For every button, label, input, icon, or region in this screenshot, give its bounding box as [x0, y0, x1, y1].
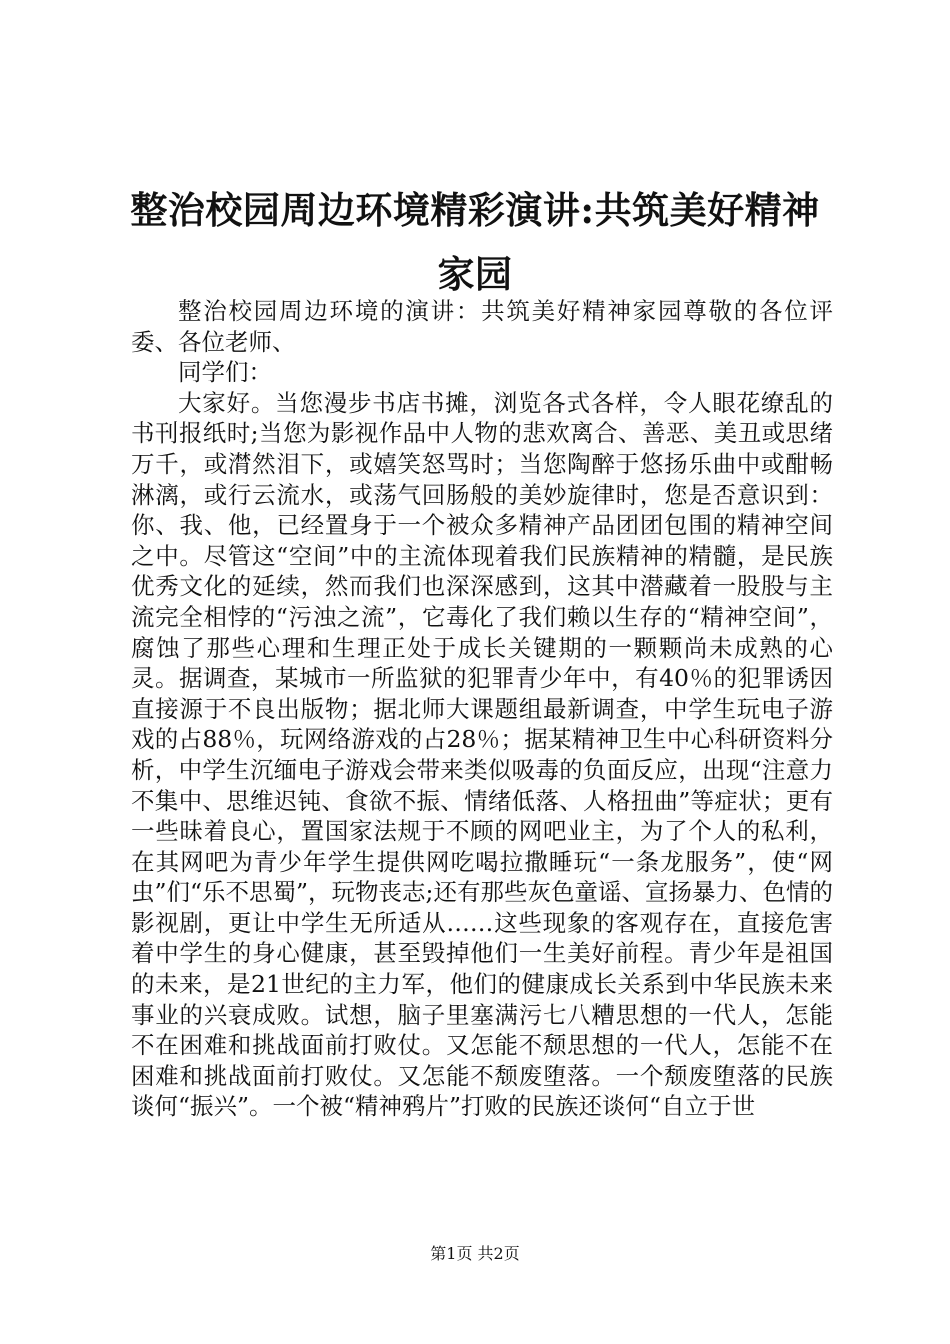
greeting-paragraph: 同学们：	[178, 358, 272, 387]
intro-paragraph: 整治校园周边环境的演讲：共筑美好精神家园尊敬的各位评委、各位老师、	[131, 297, 833, 356]
document-body	[131, 296, 833, 1122]
document-title: 整治校园周边环境精彩演讲:共筑美好精神家园	[130, 188, 820, 296]
main-paragraph: 大家好。当您漫步书店书摊，浏览各式各样，令人眼花缭乱的书刊报纸时;当您为影视作品中人物的悲欢离合、善恶、美丑或思绪万千，或潸然泪下，或嬉笑怒骂时；当您陶醉于悠扬乐曲中或酣畅淋漓，或行云流水，或荡气回肠般的美妙旋律时，您是否意识到：你、我、他，已经置身于一个被众多精神产品团团包围的精神空间之中。尽管这“空间”中的主流体现着我们民族精神的精髓，是民族优秀文化的延续，然而我们也深深感到，这其中潜藏着一股股与主流完全相悖的“污浊之流”，它毒化了我们赖以生存的“精神空间”，腐蚀了那些心理和生理正处于成长关键期的一颗颗尚未成熟的心灵。据调查，某城市一所监狱的犯罪青少年中，有40％的犯罪诱因直接源于不良出版物；据北师大课题组最新调查，中学生玩电子游戏的占88％，玩网络游戏的占28％；据某精神卫生中心科研资料分析，中学生沉缅电子游戏会带来类似吸毒的负面反应，出现“注意力不集中、思维迟钝、食欲不振、情绪低落、人格扭曲”等症状；更有一些昧着良心，置国家法规于不顾的网吧业主，为了个人的私利，在其网吧为青少年学生提供网吃喝拉撒睡玩“一条龙服务”，使“网虫”们“乐不思蜀”，玩物丧志;还有那些灰色童谣、宣扬暴力、色情的影视剧，更让中学生无所适从……这些现象的客观存在，直接危害着中学生的身心健康，甚至毁掉他们一生美好前程。青少年是祖国的未来，是21世纪的主力军，他们的健康成长关系到中华民族未来事业的兴衰成败。试想，脑子里塞满污七八糟思想的一代人，怎能不在困难和挑战面前打败仗。又怎能不颓思想的一代人，怎能不在困难和挑战面前打败仗。又怎能不颓废堕落。一个颓废堕落的民族谈何“振兴”。一个被“精神鸦片”打败的民族还谈何“自立于世	[131, 388, 833, 1121]
page-footer: 第1页 共2页	[430, 1244, 520, 1263]
